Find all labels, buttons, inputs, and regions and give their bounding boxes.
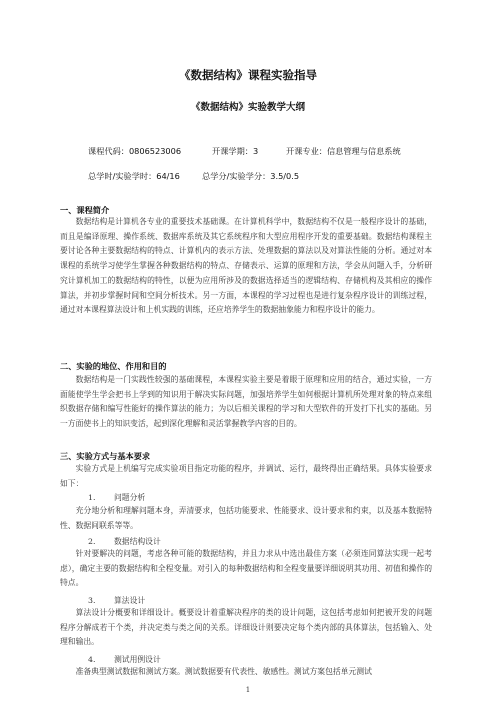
section-3-heading: 三、实验方式与基本要求 bbox=[60, 451, 151, 461]
list-item-4-text: 准备典型测试数据和测试方案。测试数据要有代表性、敏感性。测试方案包括单元测试 bbox=[75, 667, 372, 676]
list-item-4 bbox=[88, 654, 161, 665]
list-item-2-text: 针对要解决的问题，考虑各种可能的数据结构，并且力求从中选出最佳方案（必须连同算法实现一起考虑），确定主要的数据结构和全程变量。对引入的每种数据结构和全程变量要详细说明其功用、初值和操作的特点。 bbox=[60, 549, 432, 588]
document-subtitle: 《数据结构》实验教学大纲 bbox=[190, 102, 305, 113]
section-2-heading: 二、实验的地位、作用和目的 bbox=[60, 361, 167, 371]
list-item-3-number: 3. bbox=[88, 596, 96, 605]
list-item-2-number: 2. bbox=[88, 537, 96, 546]
document-title: 《数据结构》课程实验指导 bbox=[179, 68, 317, 82]
list-item-2-label: 数据结构设计 bbox=[114, 537, 161, 546]
course-code: 课程代码：0806523006 bbox=[88, 146, 182, 156]
course-credits: 总学分/实验学分：3.5/0.5 bbox=[202, 171, 300, 181]
section-3-paragraph: 实验方式是上机编写完成实验项目指定功能的程序，并调试、运行，最终得出正确结果。具体实验要求如下： bbox=[60, 464, 432, 488]
list-item-1-number: 1. bbox=[88, 493, 96, 502]
list-item-3-text: 算法设计分概要和详细设计。概要设计着重解决程序的类的设计问题，这包括考虑如何把被开发的问题程序分解成若干个类，并决定类与类之间的关系。详细设计则要决定每个类内部的具体算法，包括输入、处理和输出。 bbox=[60, 608, 432, 647]
list-item-3-label: 算法设计 bbox=[114, 596, 146, 605]
course-hours: 总学时/实验学时：64/16 bbox=[88, 171, 180, 181]
list-item-3 bbox=[88, 595, 145, 606]
list-item-1-text: 充分地分析和理解问题本身，弄清要求，包括功能要求、性能要求、设计要求和约束，以及基本数据特性、数据间联系等等。 bbox=[60, 506, 432, 530]
list-item-4-number: 4. bbox=[88, 655, 96, 664]
page-number: 1 bbox=[245, 686, 251, 694]
list-item-1-label: 问题分析 bbox=[114, 493, 146, 502]
section-1-paragraph: 数据结构是计算机各专业的重要技术基础课。在计算机科学中，数据结构不仅是一般程序设计的基础，而且是编译原理、操作系统、数据库系统及其它系统程序和大型应用程序开发的重要基础。数据结构课程主要讨论各种主要数据结构的特点、计算机内的表示方法、处理数据的算法以及对算法性能的分析。通过对本课程的系统学习使学生掌握各种数据结构的特点、存储表示、运算的原理和方法，学会从问题入手，分析研究计算机加工的数据结构的特性，以便为应用所涉及的数据选择适当的逻辑结构、存储机构及其相应的操作算法，并初步掌握时间和空间分析技术。另一方面，本课程的学习过程也是进行复杂程序设计的训练过程，通过对本课程算法设计和上机实践的训练，还应培养学生的数据抽象能力和程序设计的能力。 bbox=[60, 217, 432, 315]
course-major: 开课专业：信息管理与信息系统 bbox=[286, 146, 401, 156]
list-item-4-label: 测试用例设计 bbox=[114, 655, 161, 664]
section-2-paragraph: 数据结构是一门实践性较强的基础课程，本课程实验主要是着眼于原理和应用的结合，通过实验，一方面能使学生学会把书上学到的知识用于解决实际问题，加强培养学生如何根据计算机所处理对象的特点来组织数据存储和编写性能好的操作算法的能力；为以后相关课程的学习和大型软件的开发打下扎实的基础。另一方面使书上的知识变活，起到深化理解和灵活掌握教学内容的目的。 bbox=[60, 375, 432, 429]
list-item-1 bbox=[88, 492, 145, 503]
list-item-2 bbox=[88, 536, 161, 547]
course-semester: 开课学期：3 bbox=[212, 146, 259, 156]
section-1-heading: 一、课程简介 bbox=[60, 205, 110, 215]
